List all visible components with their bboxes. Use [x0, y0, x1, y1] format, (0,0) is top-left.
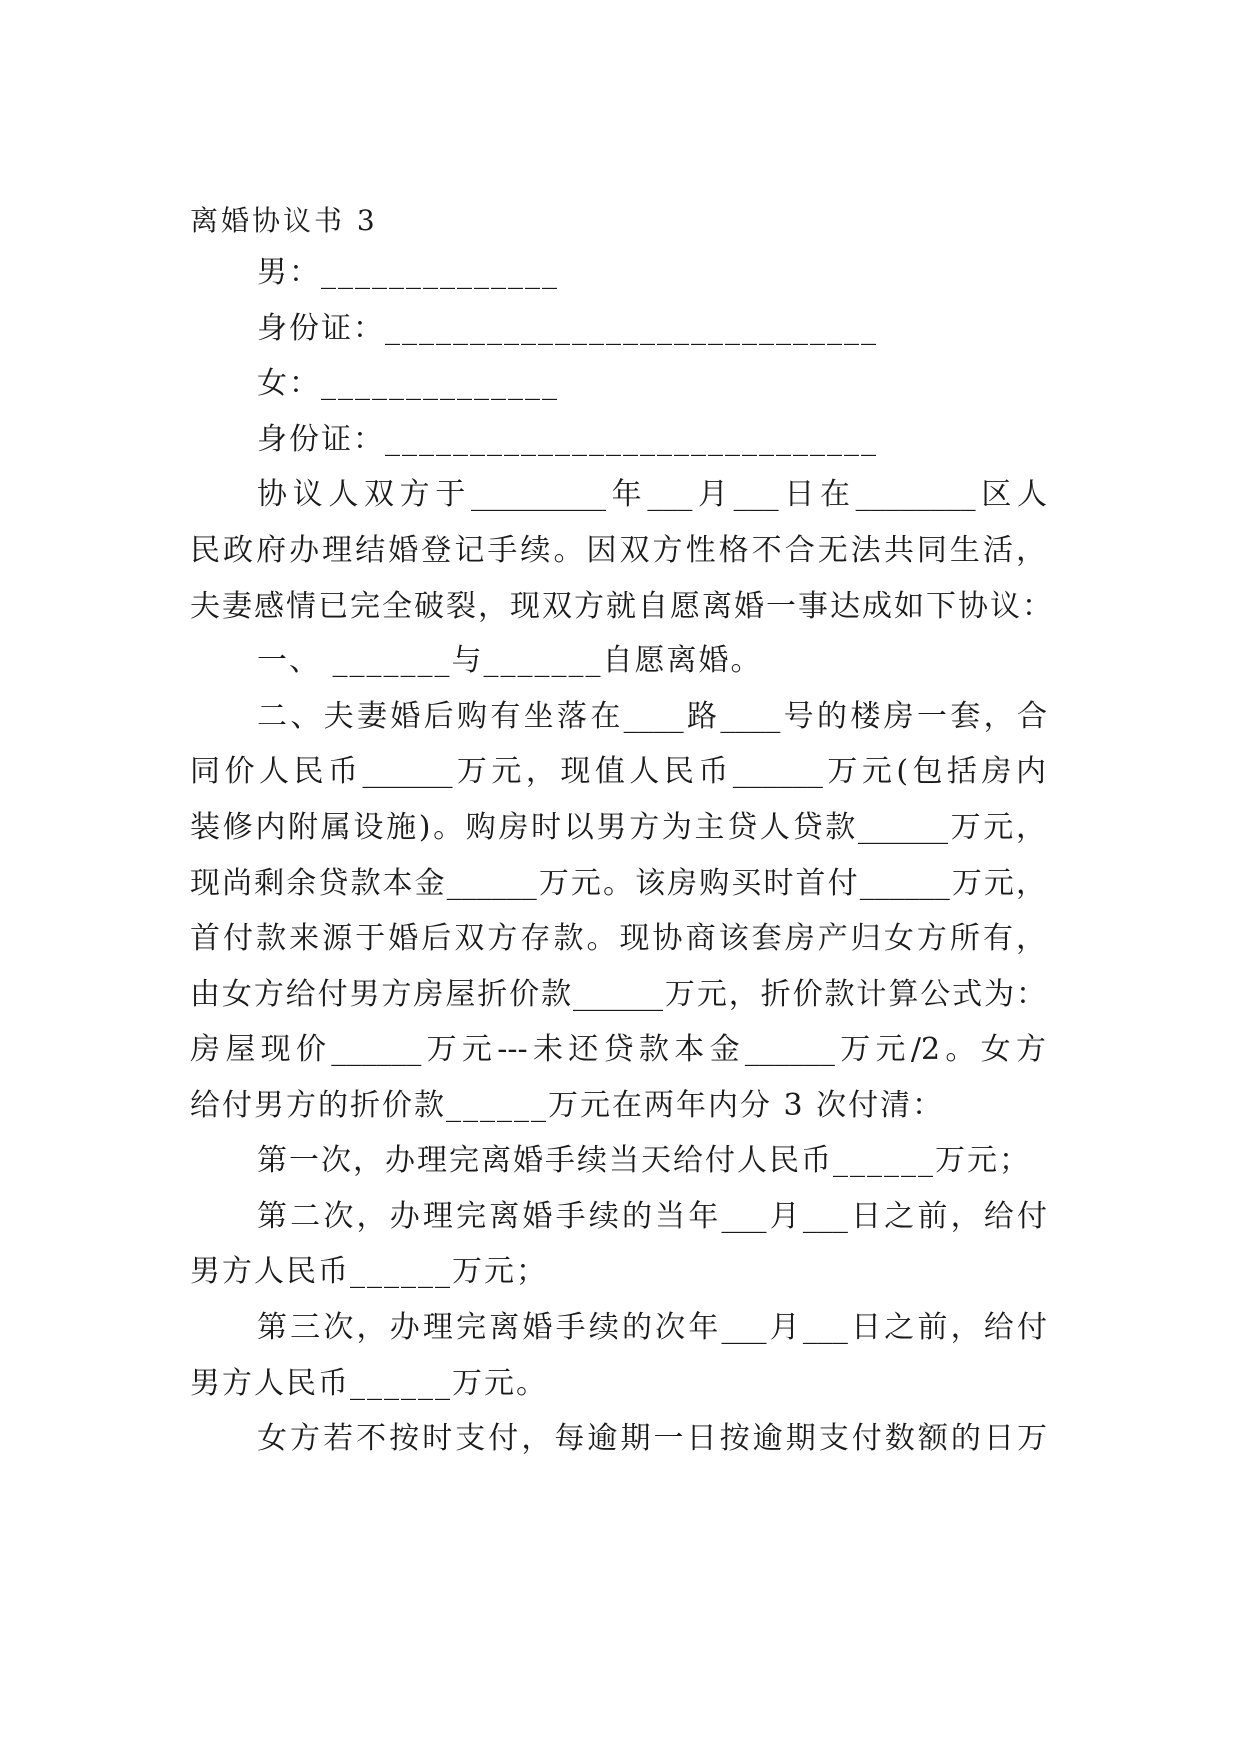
- paragraph-line: 房屋现价______万元---未还贷款本金______万元/2。女方: [190, 1032, 1046, 1067]
- female-name-line: 女：______________: [257, 366, 559, 401]
- paragraph-line: 协议人双方于_________年___月___日在________区人: [257, 477, 1047, 512]
- paragraph-line: 由女方给付男方房屋折价款______万元，折价款计算公式为：: [190, 977, 1046, 1012]
- paragraph-line: 二、夫妻婚后购有坐落在____路____号的楼房一套，合: [257, 699, 1047, 734]
- paragraph-line: 现尚剩余贷款本金______万元。该房购买时首付______万元，: [190, 866, 1046, 901]
- document-title: 离婚协议书 3: [190, 204, 378, 237]
- paragraph-line: 民政府办理结婚登记手续。因双方性格不合无法共同生活，: [190, 533, 1046, 568]
- male-name-line: 男：______________: [257, 255, 559, 290]
- paragraph-line: 夫妻感情已完全破裂，现双方就自愿离婚一事达成如下协议：: [190, 589, 1054, 624]
- clause-one-line: 一、 _______与_______自愿离婚。: [257, 643, 763, 678]
- payment-three-line: 第三次，办理完离婚手续的次年___月___日之前，给付: [257, 1310, 1047, 1345]
- male-id-line: 身份证：_____________________________: [257, 311, 878, 346]
- penalty-line: 女方若不按时支付，每逾期一日按逾期支付数额的日万: [257, 1421, 1047, 1456]
- paragraph-line: 同价人民币______万元，现值人民币______万元(包括房内: [190, 754, 1046, 789]
- payment-two-line: 男方人民币______万元；: [190, 1254, 548, 1289]
- female-id-line: 身份证：_____________________________: [257, 422, 878, 457]
- paragraph-line: 首付款来源于婚后双方存款。现协商该套房产归女方所有，: [190, 921, 1046, 956]
- paragraph-line: 装修内附属设施)。购房时以男方为主贷人贷款______万元，: [190, 810, 1046, 845]
- payment-three-line: 男方人民币______万元。: [190, 1366, 548, 1401]
- paragraph-line: 给付男方的折价款______万元在两年内分 3 次付清：: [190, 1088, 945, 1123]
- payment-one-line: 第一次，办理完离婚手续当天给付人民币______万元；: [257, 1143, 1031, 1178]
- payment-two-line: 第二次，办理完离婚手续的当年___月___日之前，给付: [257, 1199, 1047, 1234]
